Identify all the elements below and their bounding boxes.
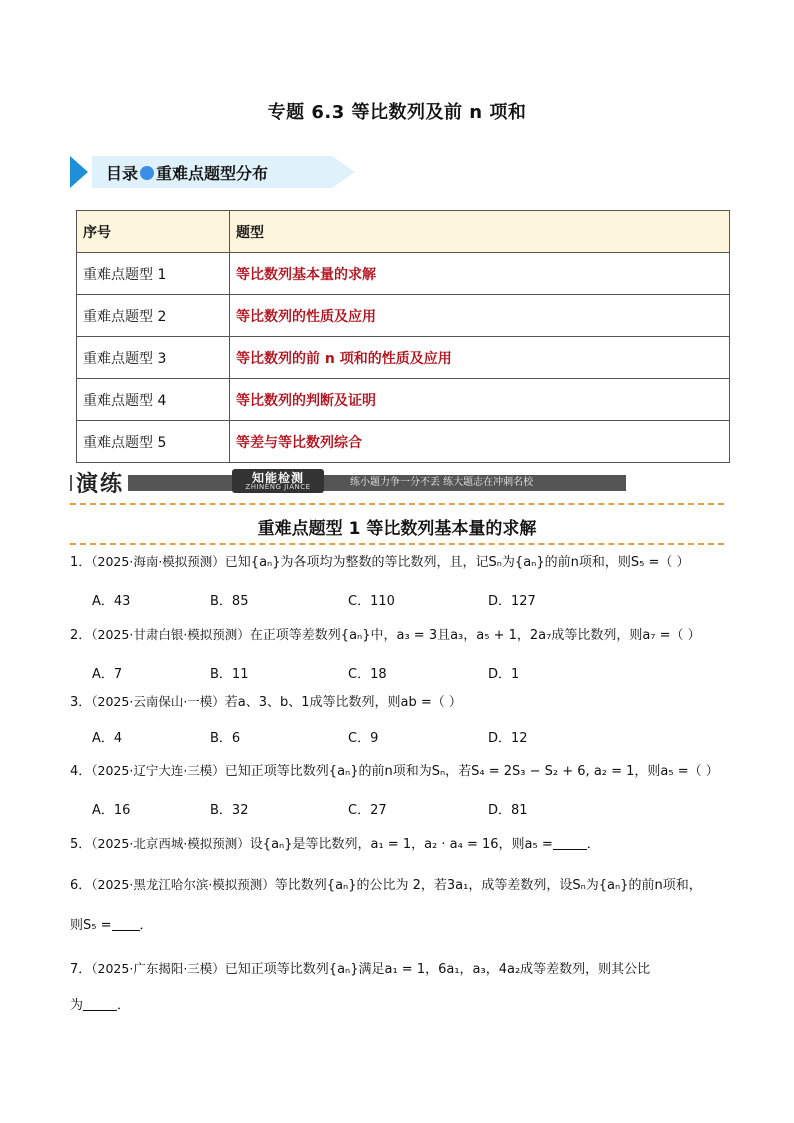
table-header-row	[77, 211, 730, 253]
question-6	[70, 874, 730, 897]
question-source: （2025·黑龙江哈尔滨·模拟预测）	[91, 877, 275, 892]
question-3	[70, 691, 730, 714]
question-source: （2025·海南·模拟预测）	[91, 554, 225, 569]
question-text: 已知正项等比数列{aₙ}的前n项和为Sₙ，若S₄ = 2S₃ − S₂ + 6, a₂ = 1，则a₅ =（ ）	[224, 764, 719, 779]
option-a: A．7	[92, 667, 123, 682]
option-d: D．1	[488, 667, 520, 682]
option-c: C．18	[348, 667, 387, 682]
banner-bar	[70, 475, 626, 491]
table-row	[77, 379, 730, 421]
toc-label: 目录	[106, 164, 139, 183]
question-end: ．	[117, 998, 131, 1013]
question-number: 7．	[70, 962, 92, 977]
option-c: C．9	[348, 731, 379, 746]
option-b: B．32	[210, 803, 249, 818]
question-text: 若a、3、b、1成等比数列，则ab =（ ）	[224, 695, 462, 710]
topic-table	[76, 210, 730, 463]
question-number: 1．	[70, 555, 92, 570]
option-c: C．110	[348, 594, 395, 609]
question-number: 5．	[70, 837, 92, 852]
question-7	[70, 958, 730, 981]
question-source: （2025·甘肃白银·模拟预测）	[91, 627, 250, 642]
header-topic: 题型	[230, 211, 730, 253]
option-a: A．43	[92, 594, 131, 609]
question-text: 等比数列{aₙ}的公比为 2，若3a₁，成等差数列，设Sₙ为{aₙ}的前n项和，	[274, 878, 702, 893]
row-topic: 等差与等比数列综合	[230, 421, 730, 463]
question-source: （2025·云南保山·一模）	[91, 694, 225, 709]
question-6-line-2	[70, 915, 730, 937]
practice-tag	[232, 469, 324, 493]
answer-blank[interactable]	[553, 835, 587, 850]
practice-banner	[70, 467, 626, 495]
practice-slogan: 练小题力争一分不丢 练大题志在冲刺名校	[350, 477, 534, 488]
practice-title: 演练	[72, 467, 128, 498]
row-no: 重难点题型 5	[77, 421, 230, 463]
question-1-options	[92, 590, 712, 610]
section-title: 重难点题型 1 等比数列基本量的求解	[257, 519, 537, 539]
option-b: B．11	[210, 667, 249, 682]
divider	[70, 503, 724, 505]
practice-tag-pinyin: ZHINENG JIANCE	[245, 483, 311, 491]
table-row	[77, 421, 730, 463]
question-text-cont: 则S₅ =	[70, 918, 112, 933]
question-number: 6．	[70, 878, 92, 893]
answer-blank[interactable]	[83, 996, 117, 1011]
question-4	[70, 760, 730, 783]
question-number: 3．	[70, 695, 92, 710]
question-2-options	[92, 663, 712, 683]
toc-heading	[106, 161, 268, 184]
question-number: 2．	[70, 628, 92, 643]
row-topic: 等比数列的判断及证明	[230, 379, 730, 421]
row-topic: 等比数列的前 n 项和的性质及应用	[230, 337, 730, 379]
question-text: 已知{aₙ}为各项均为整数的等比数列，且，记Sₙ为{aₙ}的前n项和，则S₅ =（ ）	[224, 555, 690, 570]
option-b: B．6	[210, 731, 241, 746]
row-topic: 等比数列的性质及应用	[230, 295, 730, 337]
question-end: ．	[139, 918, 153, 933]
question-2	[70, 624, 730, 647]
question-1	[70, 551, 730, 574]
option-b: B．85	[210, 594, 249, 609]
toc-banner	[70, 156, 355, 188]
option-d: D．81	[488, 803, 528, 818]
question-4-options	[92, 799, 712, 819]
header-no: 序号	[77, 211, 230, 253]
question-source: （2025·广东揭阳·三模）	[91, 961, 225, 976]
table-row	[77, 337, 730, 379]
question-source: （2025·辽宁大连·三模）	[91, 763, 225, 778]
row-no: 重难点题型 1	[77, 253, 230, 295]
practice-tag-label: 知能检测	[251, 471, 304, 485]
row-no: 重难点题型 2	[77, 295, 230, 337]
question-3-options	[92, 727, 712, 747]
option-a: A．4	[92, 731, 123, 746]
divider	[70, 543, 724, 545]
answer-blank[interactable]	[112, 916, 140, 931]
question-5	[70, 833, 730, 856]
option-d: D．127	[488, 594, 536, 609]
question-source: （2025·北京西城·模拟预测）	[91, 836, 250, 851]
circle-bullet-icon	[140, 166, 154, 180]
page-title: 专题 6.3 等比数列及前 n 项和	[267, 102, 527, 123]
option-a: A．16	[92, 803, 131, 818]
question-text: 已知正项等比数列{aₙ}满足a₁ = 1，6a₁，a₃，4a₂成等差数列，则其公比	[224, 962, 651, 977]
question-text-cont: 为	[70, 998, 84, 1013]
row-topic: 等比数列基本量的求解	[230, 253, 730, 295]
question-text: 设{aₙ}是等比数列，a₁ = 1，a₂ · a₄ = 16，则a₅ =	[249, 837, 553, 852]
table-row	[77, 295, 730, 337]
option-c: C．27	[348, 803, 387, 818]
question-number: 4．	[70, 764, 92, 779]
option-d: D．12	[488, 731, 528, 746]
toc-subtitle: 重难点题型分布	[156, 164, 269, 183]
question-text: 在正项等差数列{aₙ}中，a₃ = 3且a₃，a₅ + 1，2a₇成等比数列，则a₇ =（ ）	[249, 628, 701, 643]
question-end: ．	[586, 837, 600, 852]
row-no: 重难点题型 3	[77, 337, 230, 379]
table-row	[77, 253, 730, 295]
row-no: 重难点题型 4	[77, 379, 230, 421]
question-7-line-2	[70, 995, 730, 1017]
